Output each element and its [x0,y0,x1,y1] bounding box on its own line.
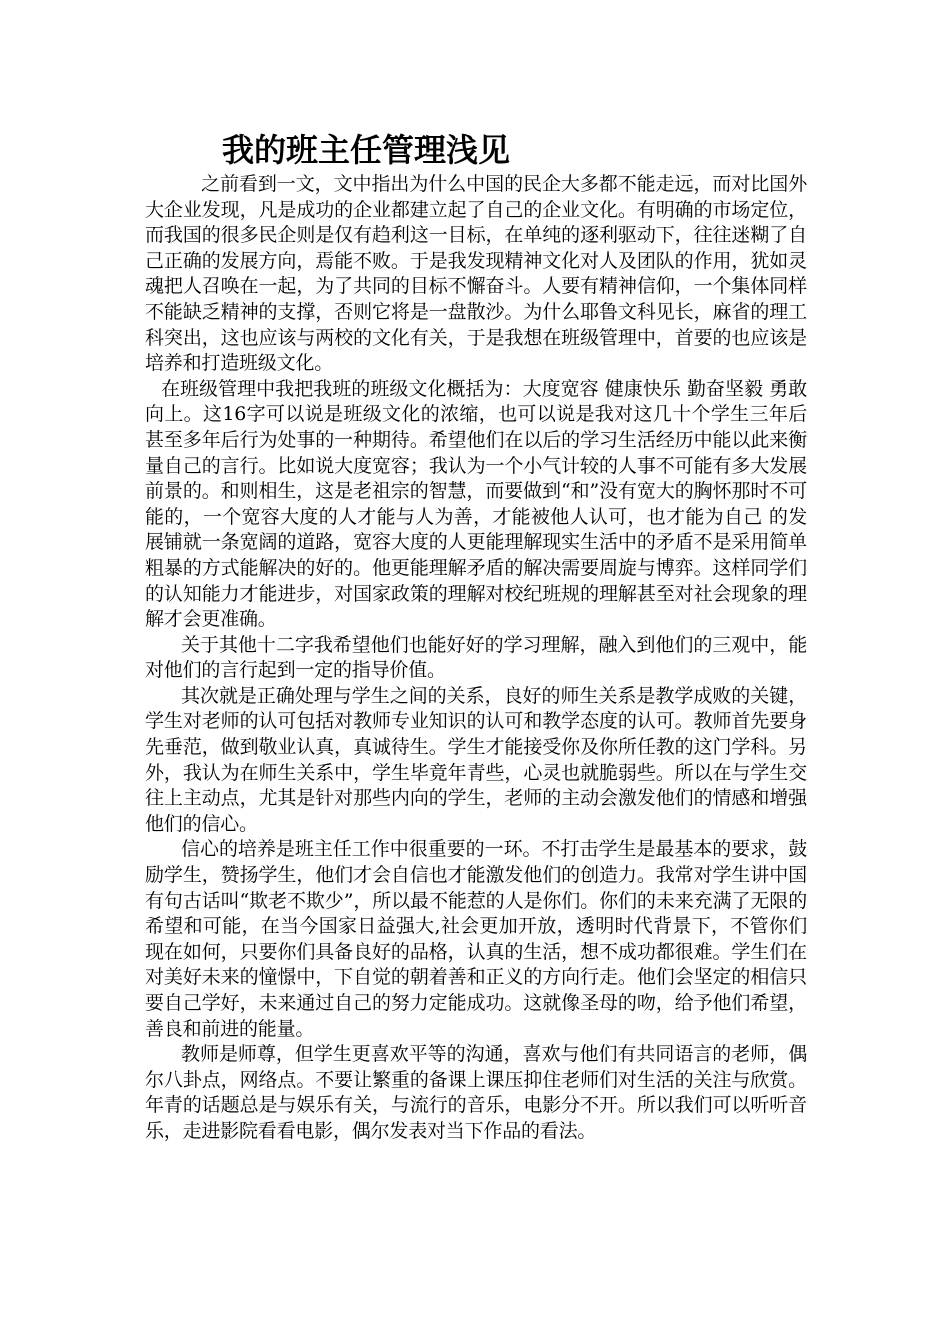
paragraph-2: 在班级管理中我把我班的班级文化概括为：大度宽容 健康快乐 勤奋坚毅 勇敢向上。这16字可以说是班级文化的浓缩，也可以说是我对这几十个学生三年后甚至多年后行为处事的一种期待。希望他们在以后的学习生活经历中能以此来衡量自己的言行。比如说大度宽容；我认为一个小气计较的人事不可能有多大发展前景的。和则相生，这是老祖宗的智慧，而要做到“和”没有宽大的胸怀那时不可能的，一个宽容大度的人才能与人为善，才能被他人认可，也才能为自己 的发展铺就一条宽阔的道路，宽容大度的人更能理解现实生活中的矛盾不是采用简单粗暴的方式能解决的好的。他更能理解矛盾的解决需要周旋与博弈。这样同学们的认知能力才能进步，对国家政策的理解对校纪班规的理解甚至对社会现象的理解才会更准确。 [145,377,807,631]
document-title: 我的班主任管理浅见 [222,131,511,169]
paragraph-6: 教师是师尊，但学生更喜欢平等的沟通，喜欢与他们有共同语言的老师，偶尔八卦点，网络点。不要让繁重的备课上课压抑住老师们对生活的关注与欣赏。年青的话题总是与娱乐有关，与流行的音乐，电影分不开。所以我们可以听听音乐，走进影院看看电影，偶尔发表对当下作品的看法。 [145,1043,807,1142]
paragraph-3: 关于其他十二字我希望他们也能好好的学习理解，融入到他们的三观中，能对他们的言行起到一定的指导价值。 [145,633,807,682]
paragraph-5: 信心的培养是班主任工作中很重要的一环。不打击学生是最基本的要求，鼓励学生，赞扬学生，他们才会自信也才能激发他们的创造力。我常对学生讲中国有句古话叫“欺老不欺少”，所以最不能惹的人是你们。你们的未来充满了无限的希望和可能，在当今国家日益强大,社会更加开放，透明时代背景下，不管你们现在如何，只要你们具备良好的品格，认真的生活，想不成功都很难。学生们在对美好未来的憧憬中，下自觉的朝着善和正义的方向行走。他们会坚定的相信只要自己学好，未来通过自己的努力定能成功。这就像圣母的吻，给予他们希望，善良和前进的能量。 [145,838,807,1040]
paragraph-1: 之前看到一文，文中指出为什么中国的民企大多都不能走远，而对比国外大企业发现，凡是成功的企业都建立起了自己的企业文化。有明确的市场定位，而我国的很多民企则是仅有趋利这一目标，在单纯的逐利驱动下，往往迷糊了自己正确的发展方向，焉能不败。于是我发现精神文化对人及团队的作用，犹如灵魂把人召唤在一起，为了共同的目标不懈奋斗。人要有精神信仰，一个集体同样不能缺乏精神的支撑，否则它将是一盘散沙。为什么耶鲁文科见长，麻省的理工科突出，这也应该与两校的文化有关，于是我想在班级管理中，首要的也应该是培养和打造班级文化。 [145,173,807,375]
paragraph-4: 其次就是正确处理与学生之间的关系，良好的师生关系是教学成败的关键，学生对老师的认可包括对教师专业知识的认可和教学态度的认可。教师首先要身先垂范，做到敬业认真，真诚待生。学生才能接受你及你所任教的这门学科。另外，我认为在师生关系中，学生毕竟年青些，心灵也就脆弱些。所以在与学生交往上主动点，尤其是针对那些内向的学生，老师的主动会激发他们的情感和增强他们的信心。 [145,684,807,835]
document-body [145,172,807,1145]
